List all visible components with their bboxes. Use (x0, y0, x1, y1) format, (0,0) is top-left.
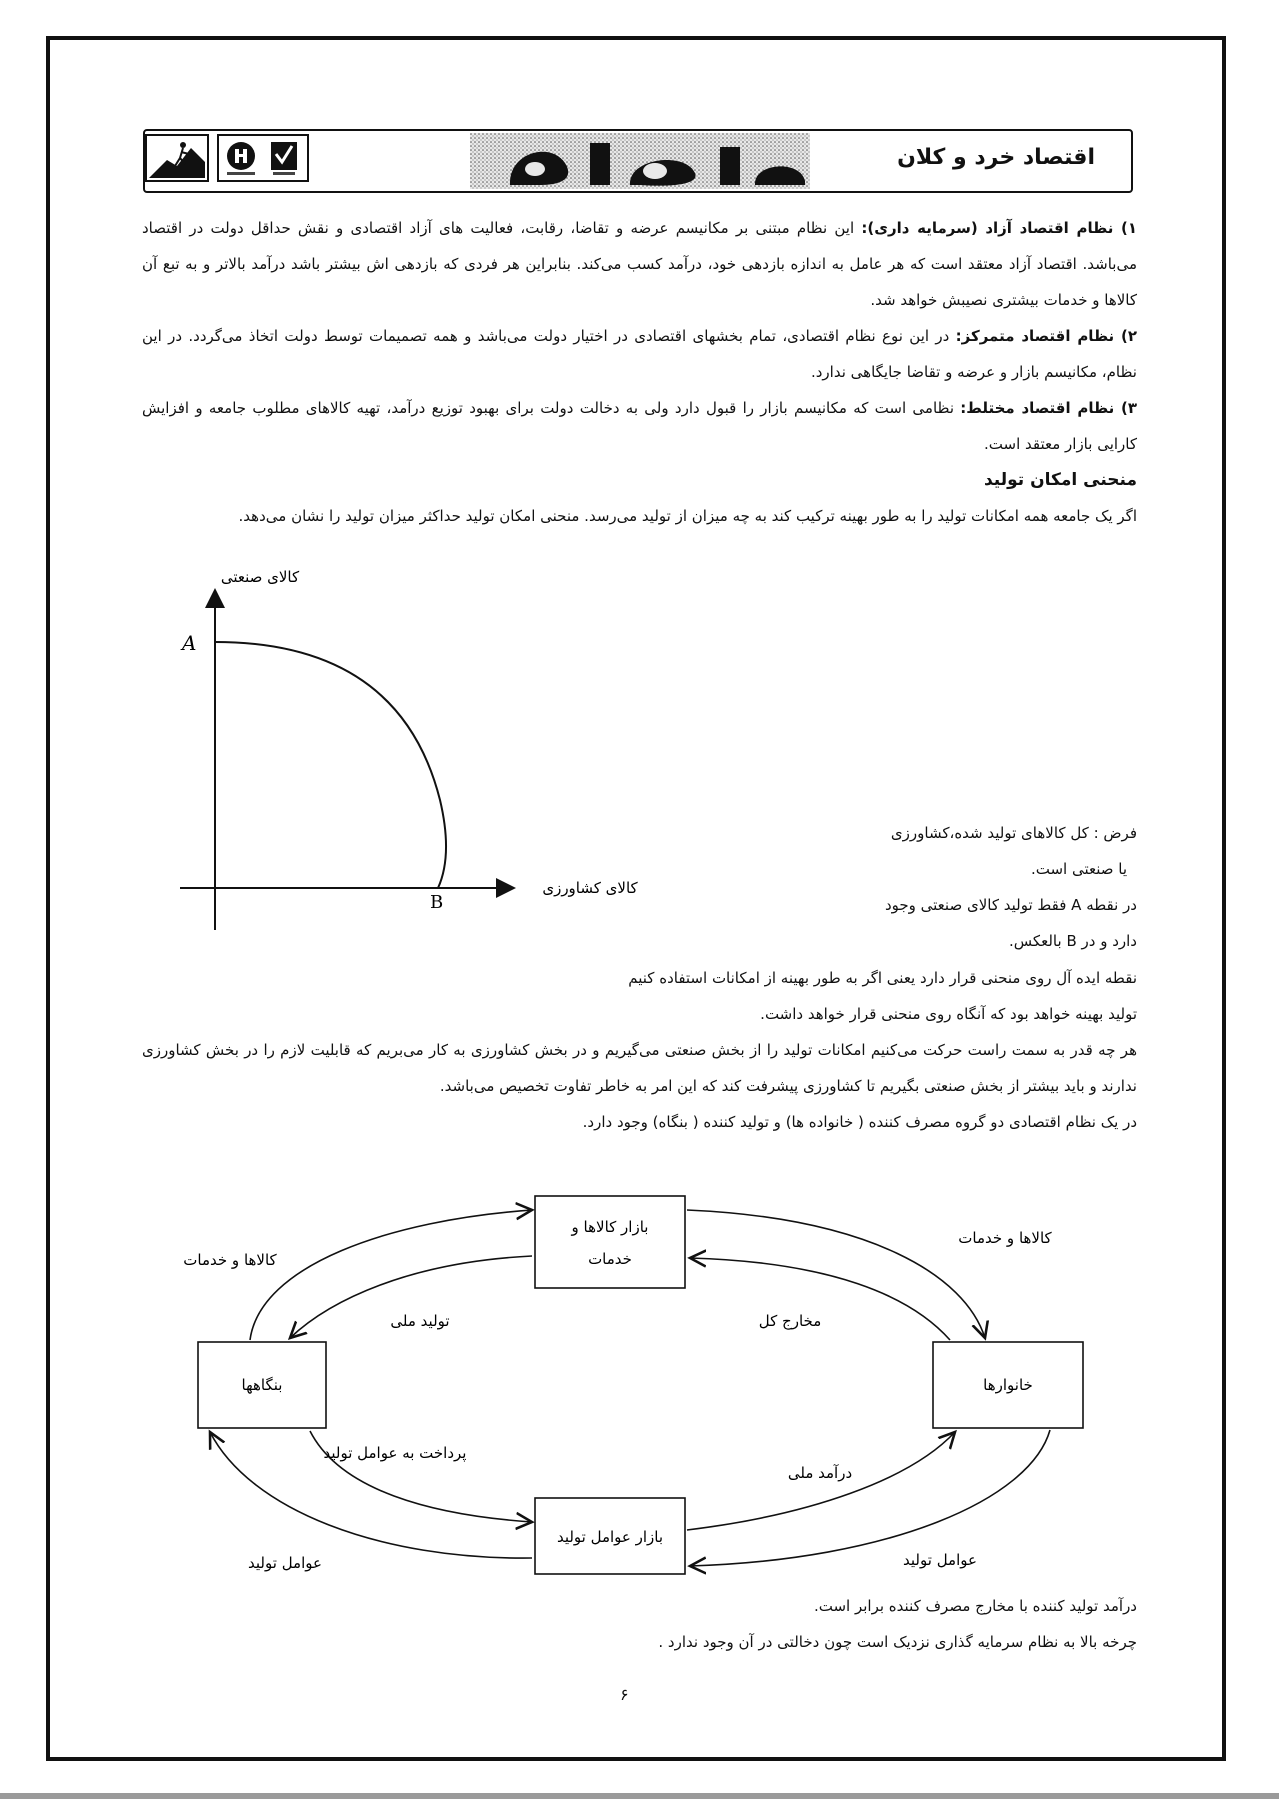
circular-flow-diagram (150, 1180, 1135, 1610)
goods-services-right-label: کالاها و خدمات (958, 1229, 1052, 1247)
ppf-point-b: B (430, 892, 444, 913)
page-number: ۶ (620, 1685, 629, 1704)
mixed-economy-paragraph (142, 390, 1137, 462)
national-income-label: درآمد ملی (787, 1464, 853, 1482)
ppf-explanation (142, 960, 1137, 1140)
ppf-paragraph: هر چه قدر به سمت راست حرکت می‌کنیم امکانات تولید را از بخش صنعتی می‌گیریم و در بخش کشاورزی به کار می‌بریم که قابلیت لازم را در بخش کشاورزی ندارند و باید بیشتر از بخش صنعتی بگیریم تا کشاورزی پیشرفت کند که این امر به خاطر تفاوت تخصیص می‌باشد. (142, 1041, 1137, 1095)
flow-market-to-households (687, 1210, 985, 1338)
ppf-y-axis-label: کالای صنعتی (220, 570, 300, 586)
production-possibility-graph (150, 570, 690, 930)
central-economy-title: ۲) نظام اقتصاد متمرکز: (955, 327, 1137, 345)
ppf-intro-text: اگر یک جامعه همه امکانات تولید را به طور بهینه ترکیب کند به چه میزان از تولید می‌رسد. منحنی امکان تولید حداکثر میزان تولید را نشان می‌دهد. (238, 507, 1137, 525)
households-label: خانوارها (983, 1376, 1033, 1394)
free-economy-title: ۱) نظام اقتصاد آزاد (سرمایه داری): (861, 219, 1138, 237)
certification-logo-icon (217, 134, 309, 182)
payment-to-factors-label: پرداخت به عوامل تولید (323, 1444, 467, 1462)
factors-right-label: عوامل تولید (903, 1551, 977, 1569)
ppf-note-line: دارد و در B بالعکس. (1008, 932, 1137, 950)
firms-label: بنگاهها (241, 1376, 283, 1394)
ppf-x-axis-label: کالای کشاورزی (542, 879, 638, 897)
central-economy-text: در این نوع نظام اقتصادی، تمام بخشهای اقتصادی در اختیار دولت می‌باشد و همه تصمیمات توسط دولت اتخاذ می‌گردد. در این نظام، مکانیسم بازار و عرضه و تقاضا جایگاهی ندارد. (142, 327, 1137, 381)
ppf-note-line: فرض : کل کالاهای تولید شده،کشاورزی (890, 824, 1137, 842)
factor-market-label: بازار عوامل تولید (556, 1528, 664, 1546)
mixed-economy-title: ۳) نظام اقتصاد مختلط: (960, 399, 1137, 417)
goods-market-label-2: خدمات (588, 1250, 632, 1268)
header-title: اقتصاد خرد و کلان (897, 145, 1095, 170)
climber-logo-icon (145, 134, 209, 182)
ppf-curve (215, 642, 446, 888)
brand-logo (470, 133, 810, 189)
ppf-heading: منحنی امکان تولید (983, 470, 1137, 490)
ppf-paragraph: در یک نظام اقتصادی دو گروه مصرف کننده ( خانواده ها) و تولید کننده ( بنگاه) وجود دارد. (582, 1113, 1137, 1131)
ppf-note-line: یا صنعتی است. (1030, 860, 1127, 878)
bottom-rule (0, 1793, 1279, 1799)
goods-market-box (535, 1196, 685, 1288)
national-production-label: تولید ملی (390, 1312, 450, 1330)
closing-text (142, 1588, 1137, 1660)
factors-left-label: عوامل تولید (248, 1554, 322, 1572)
goods-market-label-1: بازار کالاها و (571, 1218, 649, 1236)
total-expenditure-label: مخارج کل (758, 1312, 822, 1330)
central-economy-paragraph (142, 318, 1137, 390)
ppf-point-a: A (182, 631, 197, 655)
free-economy-paragraph (142, 210, 1137, 318)
free-economy-text: این نظام مبتنی بر مکانیسم عرضه و تقاضا، رقابت، فعالیت های آزاد اقتصادی و نقش حداقل دولت در اقتصاد می‌باشد. اقتصاد آزاد معتقد است که هر عامل به اندازه بازدهی خود، درآمد کسب می‌کند. بنابراین هر فردی که بازدهی اش بیشتر باشد درآمد بالاتر و به تبع آن کالاها و خدمات بیشتری نصیبش خواهد شد. (142, 219, 1137, 309)
ppf-paragraph: نقطه ایده آل روی منحنی قرار دارد یعنی اگر به طور بهینه از امکانات استفاده کنیم (628, 969, 1137, 987)
closing-line: درآمد تولید کننده با مخارج مصرف کننده برابر است. (813, 1597, 1137, 1615)
flow-factors-from-households (690, 1430, 1050, 1566)
closing-line: چرخه بالا به نظام سرمایه گذاری نزدیک است چون دخالتی در آن وجود ندارد . (658, 1633, 1137, 1651)
goods-services-left-label: کالاها و خدمات (183, 1251, 277, 1269)
economic-systems-text (142, 210, 1137, 534)
ppf-notes (680, 815, 1137, 959)
ppf-note-line: در نقطه A فقط تولید کالای صنعتی وجود (884, 896, 1137, 914)
mixed-economy-text: نظامی است که مکانیسم بازار را قبول دارد ولی به دخالت دولت برای بهبود توزیع درآمد، تهیه کالاهای مطلوب جامعه و افزایش کارایی بازار معتقد است. (142, 399, 1137, 453)
ppf-paragraph: تولید بهینه خواهد بود که آنگاه روی منحنی قرار خواهد داشت. (760, 1005, 1137, 1023)
